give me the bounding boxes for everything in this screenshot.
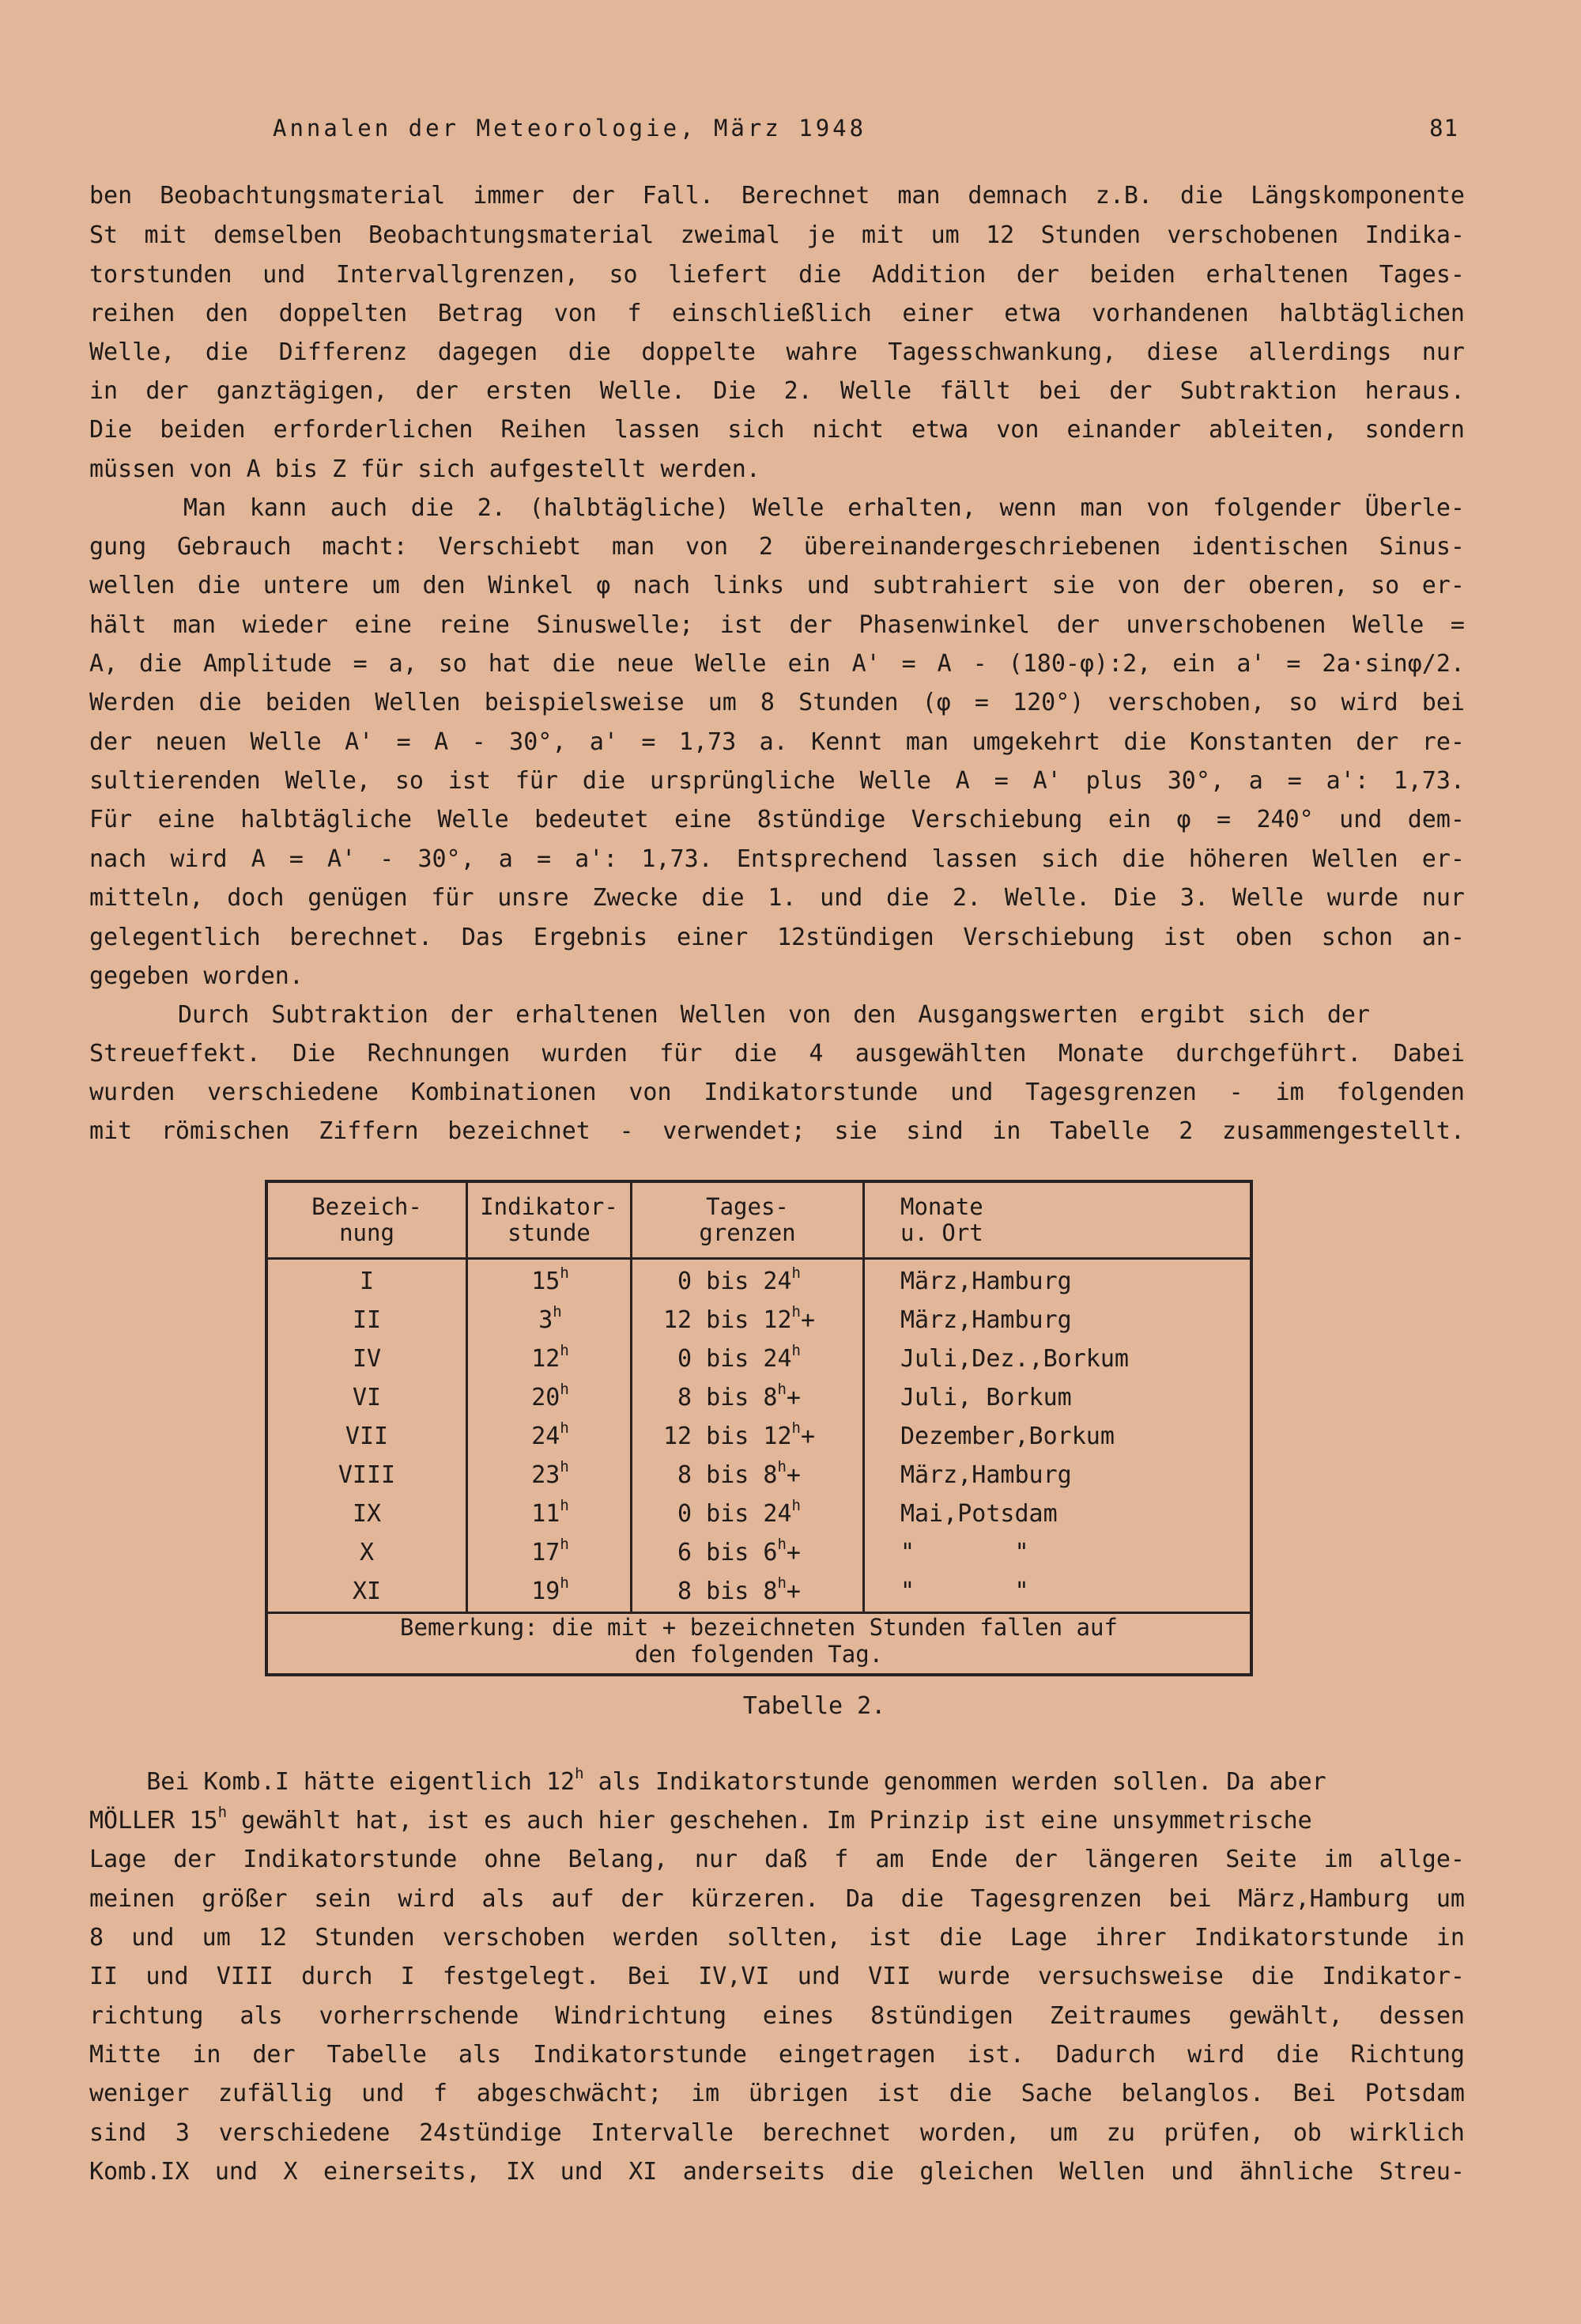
cell-monate-ort: März,Hamburg [900,1268,1072,1295]
cell-indikatorstunde [468,1301,632,1340]
text-fragment: gewählt hat, ist es auch hier geschehen. Im Prinzip ist eine unsymmetrische [227,1807,1312,1835]
text-line: torstunden und Intervallgrenzen, so liefert die Addition der beiden erhaltenen Tages- [89,261,1465,289]
hour-superscript: h [791,1264,801,1282]
cell-indikatorstunde [468,1340,632,1378]
text-fragment: Bei Komb.I hätte eigentlich 12 [89,1768,575,1796]
start-hour: 0 [677,1345,692,1373]
cell-indikatorstunde [468,1378,632,1417]
table-2 [265,1180,1253,1676]
hour-value: 23 [531,1461,560,1489]
header-rule [268,1257,1250,1260]
text-line: wellen die untere um den Winkel φ nach links und subtrahiert sie von der oberen, so er- [89,572,1465,599]
text-line: Die beiden erforderlichen Reihen lassen sich nicht etwa von einander ableiten, sondern [89,416,1465,444]
cell-indikatorstunde [468,1572,632,1611]
text-line: meinen größer sein wird als auf der kürzeren. Da die Tagesgrenzen bei März,Hamburg um [89,1885,1465,1913]
column-header-indikatorstunde: Indikator- stunde [480,1193,618,1246]
text-line [89,1767,1465,1798]
cell-bezeichnung: X [359,1539,375,1566]
hour-superscript: h [791,1342,801,1359]
cell-indikatorstunde [468,1417,632,1456]
text-line: sultierenden Welle, so ist für die ursprüngliche Welle A = A' plus 30°, a = a': 1,73. [89,767,1465,795]
text-line: hält man wieder eine reine Sinuswelle; ist der Phasenwinkel der unverschobenen Welle = [89,611,1465,639]
hour-superscript: h [791,1303,801,1321]
table-row [268,1456,1250,1495]
hour-superscript: h [777,1458,787,1476]
text-line: ben Beobachtungsmaterial immer der Fall. Berechnet man demnach z.B. die Längskomponente [89,182,1465,210]
cell-bezeichnung: VI [352,1384,382,1411]
end-hour: 6 [763,1539,778,1566]
bis-word: bis [706,1539,749,1566]
next-day-marker: + [786,1578,801,1605]
cell-bezeichnung: XI [352,1578,382,1605]
text-line: Man kann auch die 2. (halbtägliche) Welle erhalten, wenn man von folgender Überle- [89,494,1465,522]
hour-superscript: h [777,1536,787,1553]
start-hour: 0 [677,1500,692,1528]
hour-superscript: h [553,1303,562,1321]
cell-tagesgrenzen [632,1495,846,1533]
text-line [89,1805,1465,1837]
table-row [268,1301,1250,1340]
hour-value: 20 [531,1384,560,1411]
next-day-marker: + [800,1306,816,1334]
hour-superscript: h [575,1767,584,1782]
hour-superscript: h [777,1381,787,1398]
text-line: Welle, die Differenz dagegen die doppelte wahre Tagesschwankung, diese allerdings nur [89,338,1465,366]
text-line: Werden die beiden Wellen beispielsweise um 8 Stunden (φ = 120°) verschoben, so wird bei [89,689,1465,716]
bis-word: bis [706,1268,749,1295]
cell-monate-ort: März,Hamburg [900,1306,1072,1334]
cell-tagesgrenzen [632,1533,846,1572]
hour-superscript: h [777,1574,787,1592]
text-line: Durch Subtraktion der erhaltenen Wellen von den Ausgangswerten ergibt sich der [89,1001,1370,1029]
hour-superscript: h [791,1419,801,1437]
start-hour: 8 [677,1384,692,1411]
bis-word: bis [706,1423,749,1450]
cell-monate-ort: " " [900,1539,1029,1566]
cell-tagesgrenzen [632,1572,846,1611]
cell-bezeichnung: VIII [338,1461,396,1489]
bis-word: bis [706,1345,749,1373]
hour-value: 24 [531,1423,560,1450]
start-hour: 12 [662,1306,692,1334]
cell-tagesgrenzen [632,1262,846,1301]
end-hour: 24 [763,1500,792,1528]
hour-superscript: h [560,1536,569,1553]
text-line: gegeben worden. [89,962,304,990]
cell-monate-ort: Mai,Potsdam [900,1500,1058,1528]
next-day-marker: + [800,1423,816,1450]
table-row [268,1495,1250,1533]
hour-superscript: h [560,1419,569,1437]
cell-monate-ort: Juli, Borkum [900,1384,1072,1411]
table-row [268,1533,1250,1572]
text-line: nach wird A = A' - 30°, a = a': 1,73. Entsprechend lassen sich die höheren Wellen er- [89,845,1465,873]
text-fragment: MÖLLER 15 [89,1807,218,1835]
end-hour: 8 [763,1384,778,1411]
text-line: gelegentlich berechnet. Das Ergebnis einer 12stündigen Verschiebung ist oben schon an- [89,924,1465,951]
text-line: A, die Amplitude = a, so hat die neue Welle ein A' = A - (180-φ):2, ein a' = 2a·sinφ/2. [89,650,1465,678]
hour-value: 11 [531,1500,560,1528]
hour-superscript: h [560,1497,569,1514]
text-fragment: als Indikatorstunde genommen werden sollen. Da aber [583,1768,1326,1796]
cell-tagesgrenzen [632,1456,846,1495]
text-line: St mit demselben Beobachtungsmaterial zweimal je mit um 12 Stunden verschobenen Indika- [89,221,1465,249]
text-line: wurden verschiedene Kombinationen von Indikatorstunde und Tagesgrenzen - im folgenden [89,1079,1465,1106]
cell-bezeichnung: II [352,1306,382,1334]
hour-value: 3 [538,1306,553,1334]
text-line: II und VIII durch I festgelegt. Bei IV,VI und VII wurde versuchsweise die Indikator- [89,1963,1465,1990]
bis-word: bis [706,1461,749,1489]
end-hour: 24 [763,1268,792,1295]
text-line: sind 3 verschiedene 24stündige Intervalle berechnet worden, um zu prüfen, ob wirklich [89,2119,1465,2147]
table-note: Bemerkung: die mit + bezeichneten Stunden fallen auf den folgenden Tag. [400,1614,1118,1668]
next-day-marker: + [786,1539,801,1566]
cell-indikatorstunde [468,1533,632,1572]
column-header-bezeichnung: Bezeich- nung [311,1193,422,1246]
journal-title: Annalen der Meteorologie, März 1948 [273,115,867,142]
table-row [268,1417,1250,1456]
table-row [268,1378,1250,1417]
end-hour: 24 [763,1345,792,1373]
text-line: weniger zufällig und f abgeschwächt; im übrigen ist die Sache belanglos. Bei Potsdam [89,2080,1465,2107]
bis-word: bis [706,1306,749,1334]
text-line: Mitte in der Tabelle als Indikatorstunde eingetragen ist. Dadurch wird die Richtung [89,2041,1465,2069]
end-hour: 8 [763,1461,778,1489]
next-day-marker: + [786,1384,801,1411]
table-row [268,1340,1250,1378]
text-line: müssen von A bis Z für sich aufgestellt werden. [89,455,760,483]
start-hour: 8 [677,1461,692,1489]
hour-superscript: h [560,1342,569,1359]
text-line: mit römischen Ziffern bezeichnet - verwendet; sie sind in Tabelle 2 zusammengestellt. [89,1117,1465,1145]
hour-value: 17 [531,1539,560,1566]
bis-word: bis [706,1578,749,1605]
cell-monate-ort: März,Hamburg [900,1461,1072,1489]
hour-value: 15 [531,1268,560,1295]
bis-word: bis [706,1384,749,1411]
text-line: der neuen Welle A' = A - 30°, a' = 1,73 a. Kennt man umgekehrt die Konstanten der re- [89,728,1465,756]
column-header-tagesgrenzen: Tages- grenzen [699,1193,796,1246]
page-number: 81 [1429,115,1458,142]
cell-monate-ort: Juli,Dez.,Borkum [900,1345,1129,1373]
text-line: reihen den doppelten Betrag von f einschließlich einer etwa vorhandenen halbtäglichen [89,300,1465,327]
hour-superscript: h [560,1381,569,1398]
cell-monate-ort: " " [900,1578,1029,1605]
text-line: richtung als vorherrschende Windrichtung eines 8stündigen Zeitraumes gewählt, dessen [89,2002,1465,2030]
cell-tagesgrenzen [632,1417,846,1456]
end-hour: 12 [763,1306,792,1334]
next-day-marker: + [786,1461,801,1489]
hour-superscript: h [560,1264,569,1282]
cell-indikatorstunde [468,1495,632,1533]
bis-word: bis [706,1500,749,1528]
cell-tagesgrenzen [632,1301,846,1340]
table-caption: Tabelle 2. [742,1692,886,1720]
start-hour: 8 [677,1578,692,1605]
table-row [268,1572,1250,1611]
cell-bezeichnung: IX [352,1500,382,1528]
hour-superscript: h [217,1805,228,1821]
column-header-monate-ort: Monate u. Ort [900,1193,983,1246]
text-line: Lage der Indikatorstunde ohne Belang, nur daß f am Ende der längeren Seite im allge- [89,1846,1465,1873]
start-hour: 6 [677,1539,692,1566]
cell-bezeichnung: VII [345,1423,389,1450]
hour-superscript: h [791,1497,801,1514]
text-line: in der ganztägigen, der ersten Welle. Die 2. Welle fällt bei der Subtraktion heraus. [89,377,1465,405]
start-hour: 0 [677,1268,692,1295]
end-hour: 8 [763,1578,778,1605]
cell-indikatorstunde [468,1262,632,1301]
cell-tagesgrenzen [632,1378,846,1417]
text-line: Komb.IX und X einerseits, IX und XI anderseits die gleichen Wellen und ähnliche Streu- [89,2158,1465,2186]
hour-superscript: h [560,1574,569,1592]
text-line: 8 und um 12 Stunden verschoben werden sollten, ist die Lage ihrer Indikatorstunde in [89,1924,1465,1952]
cell-monate-ort: Dezember,Borkum [900,1423,1115,1450]
end-hour: 12 [763,1423,792,1450]
text-line: gung Gebrauch macht: Verschiebt man von 2 übereinandergeschriebenen identischen Sinus- [89,533,1465,561]
hour-value: 19 [531,1578,560,1605]
start-hour: 12 [662,1423,692,1450]
running-header [273,115,1466,146]
hour-superscript: h [560,1458,569,1476]
text-line: mitteln, doch genügen für unsre Zwecke die 1. und die 2. Welle. Die 3. Welle wurde nur [89,884,1465,912]
text-line: Für eine halbtägliche Welle bedeutet eine 8stündige Verschiebung ein φ = 240° und dem- [89,806,1465,833]
text-line: Streueffekt. Die Rechnungen wurden für die 4 ausgewählten Monate durchgeführt. Dabei [89,1040,1465,1068]
cell-tagesgrenzen [632,1340,846,1378]
cell-indikatorstunde [468,1456,632,1495]
hour-value: 12 [531,1345,560,1373]
table-row [268,1262,1250,1301]
cell-bezeichnung: IV [352,1345,382,1373]
cell-bezeichnung: I [359,1268,375,1295]
